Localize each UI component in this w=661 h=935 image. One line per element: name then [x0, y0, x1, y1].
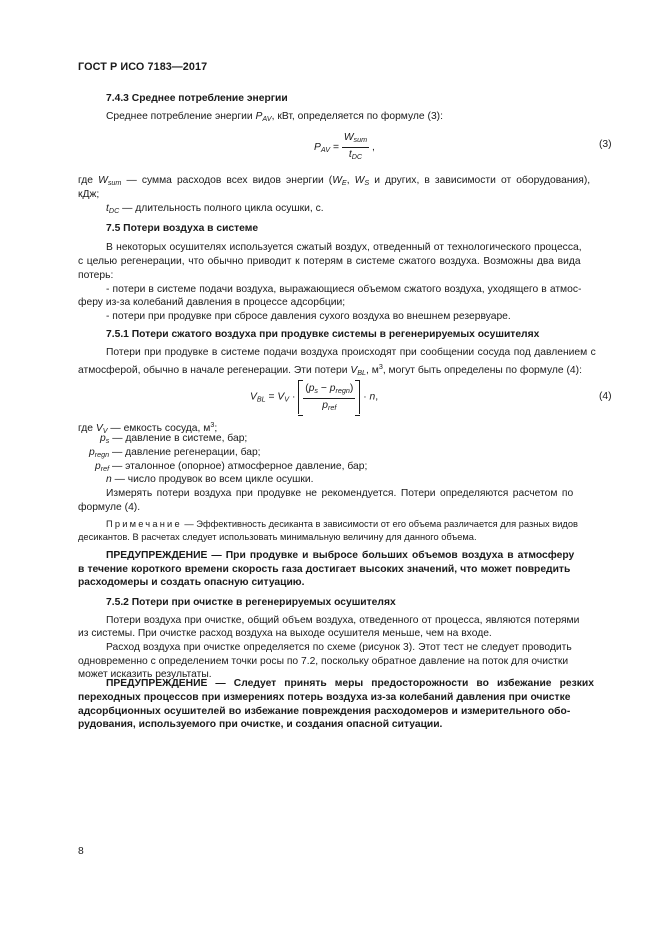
- var: t: [348, 148, 352, 160]
- equation-number-4: (4): [599, 391, 612, 402]
- paren: (: [305, 383, 309, 394]
- text: — давление регенерации, бар;: [109, 447, 261, 458]
- text: — давление в системе, бар;: [109, 433, 248, 444]
- formula-4: [250, 380, 378, 414]
- sub: V: [284, 394, 290, 404]
- text: ,: [346, 175, 355, 186]
- paragraph-7-5-1-line2: [78, 360, 582, 380]
- var: p: [322, 399, 328, 411]
- sub: ref: [327, 402, 337, 412]
- paragraph-7-4-3-intro: [106, 110, 443, 126]
- equals-sign: =: [330, 141, 342, 153]
- comma: ,: [375, 391, 379, 403]
- fraction: [303, 382, 355, 414]
- var: V: [350, 365, 358, 376]
- sub: regn: [94, 450, 110, 459]
- formula-lhs: P: [314, 141, 321, 153]
- note-line2: десикантов. В расчетах следует использовать минимальную величину для данного объема.: [78, 532, 477, 542]
- where-n: [106, 473, 314, 487]
- sub: regn: [335, 386, 350, 395]
- warning-1-line1: ПРЕДУПРЕЖДЕНИЕ — При продувке и выбросе больших объемов воздуха в атмосферу: [106, 550, 575, 561]
- sub: s: [314, 386, 319, 395]
- text: ;: [214, 423, 218, 434]
- sup: 3: [378, 362, 383, 371]
- paragraph-7-5-2-para2-line1: Расход воздуха при очистке определяется по схеме (рисунок 3). Этот тест не следует проводить: [106, 642, 572, 653]
- document-header: ГОСТ Р ИСО 7183—2017: [78, 61, 208, 73]
- paragraph-7-5-2-para2-line3: может исказить результаты.: [78, 669, 212, 680]
- var: V: [277, 391, 285, 403]
- var: W: [343, 132, 354, 143]
- formula-lhs: V: [250, 391, 257, 403]
- var: p: [308, 383, 315, 394]
- numerator: [303, 382, 355, 399]
- text: , могут быть определены по формуле (4):: [382, 365, 582, 376]
- paragraph-7-5-1-para2-line1: Измерять потери воздуха при продувке не рекомендуется. Потери определяются расчетом по: [106, 488, 574, 499]
- paragraph-7-5-line3: потерь:: [78, 270, 114, 281]
- sub: V: [102, 426, 108, 435]
- text: и других, в зависимости от оборудования),: [369, 175, 591, 186]
- fraction: [342, 131, 369, 163]
- sub: AV: [320, 144, 331, 154]
- sub: BL: [256, 394, 266, 404]
- var: W: [98, 175, 108, 186]
- text: Среднее потребление энергии: [106, 111, 256, 122]
- equals-sign: =: [265, 391, 278, 403]
- bracket: [298, 380, 360, 414]
- text: атмосферой, обычно в начале регенерации. Эти потери: [78, 365, 351, 376]
- var: p: [100, 433, 106, 444]
- text: — сумма расходов всех видов энергии (: [121, 175, 333, 186]
- section-heading-7-5-1: 7.5.1 Потери сжатого воздуха при продувке системы в регенерируемых осушителях: [106, 329, 540, 340]
- var: n: [369, 391, 376, 403]
- paragraph-7-5-2-para2-line2: одновременно с определением точки росы по 7.2, поскольку обратное давление на поток для очистки: [78, 656, 569, 667]
- var: p: [89, 447, 95, 458]
- warning-2-line2: переходных процессов при измерениях потерь воздуха из-за колебаний давления при очистке: [78, 692, 571, 703]
- text: где: [78, 175, 99, 186]
- dot: ·: [360, 391, 370, 403]
- formula-3: [314, 131, 375, 163]
- warning-2-line4: рудования, используемого при очистке, и создания опасной ситуации.: [78, 719, 443, 730]
- var: W: [354, 175, 365, 186]
- var: V: [95, 423, 103, 434]
- section-heading-7-5: 7.5 Потери воздуха в системе: [106, 223, 259, 234]
- text: — длительность полного цикла осушки, с.: [119, 203, 324, 214]
- paragraph-7-5-1-para2-line2: формуле (4).: [78, 502, 141, 513]
- dot: ·: [289, 391, 299, 403]
- sub: BL: [357, 368, 367, 377]
- text: — Эффективность десиканта в зависимости от его объема различается для разных видов: [181, 519, 578, 529]
- section-heading-7-5-2: 7.5.2 Потери при очистке в регенерируемых осушителях: [106, 597, 396, 608]
- sub: sum: [353, 135, 368, 144]
- warning-2-line3: адсорбционных осушителей во избежание повреждения расходомеров и измерительного обо-: [78, 706, 571, 717]
- equation-number-3: (3): [599, 139, 612, 150]
- sub: ref: [100, 464, 110, 473]
- note-label: Примечание: [106, 519, 182, 529]
- where-tdc: [106, 202, 324, 218]
- sub: S: [364, 178, 370, 187]
- where-wsum: [78, 174, 614, 190]
- text: — число продувок во всем цикле осушки.: [111, 474, 314, 485]
- var: P: [255, 111, 263, 122]
- bullet-2: - потери при продувке при сбросе давления сухого воздуха во внешнем резервуаре.: [106, 311, 511, 322]
- text: , м: [366, 365, 379, 376]
- warning-1-line3: расходомеры и создать опасную ситуацию.: [78, 577, 305, 588]
- bullet-1-line2: феру из-за колебаний давления в процессе адсорбции;: [78, 297, 346, 308]
- paragraph-7-5-2-line2: из системы. При очистке расход воздуха на выходе осушителя меньше, чем на входе.: [78, 628, 492, 639]
- paragraph-7-5-line2: с целью регенерации, что обычно приводит к потерям в системе сжатого воздуха. Возможны два вида: [78, 256, 581, 267]
- denominator: [303, 399, 355, 415]
- sup: 3: [210, 420, 215, 429]
- warning-2-line1: ПРЕДУПРЕЖДЕНИЕ — Следует принять меры предосторожности во избежание резких: [106, 678, 594, 689]
- minus: −: [318, 383, 330, 394]
- var: p: [95, 461, 101, 472]
- sub: DC: [108, 206, 120, 215]
- comma: ,: [369, 141, 375, 153]
- sub: sum: [107, 178, 122, 187]
- bullet-1-line1: - потери в системе подачи воздуха, выражающиеся объемом сжатого воздуха, уходящего в атмос-: [106, 284, 582, 295]
- sub: s: [105, 436, 110, 445]
- paragraph-7-5-line1: В некоторых осушителях используется сжатый воздух, отведенный от технологического процесса,: [106, 242, 582, 253]
- var: p: [329, 383, 336, 394]
- text: где: [78, 423, 96, 434]
- var: n: [106, 474, 112, 485]
- text: — емкость сосуда, м: [107, 423, 211, 434]
- sub: DC: [351, 151, 363, 161]
- paren: ): [349, 383, 354, 394]
- sub: E: [341, 178, 347, 187]
- warning-1-line2: в течение короткого времени скорость газа достигает высоких значений, что может повредить: [78, 564, 571, 575]
- text: — эталонное (опорное) атмосферное давление, бар;: [109, 461, 368, 472]
- paragraph-7-5-2-line1: Потери воздуха при очистке, общий объем воздуха, отведенного от процесса, являются потерями: [106, 615, 580, 626]
- paragraph-7-5-1-line1: Потери при продувке в системе подачи воздуха происходят при сообщении сосуда под давлением с: [106, 347, 596, 358]
- text: , кВт, определяется по формуле (3):: [271, 111, 443, 122]
- numerator: [342, 131, 369, 148]
- sub: AV: [262, 114, 272, 123]
- section-heading-7-4-3: 7.4.3 Среднее потребление энергии: [106, 93, 288, 104]
- where-wsum-unit: кДж;: [78, 189, 100, 200]
- page-number: 8: [78, 846, 84, 857]
- note-line1: [106, 518, 578, 531]
- denominator: [342, 148, 369, 164]
- var: t: [106, 203, 109, 214]
- var: W: [332, 175, 342, 186]
